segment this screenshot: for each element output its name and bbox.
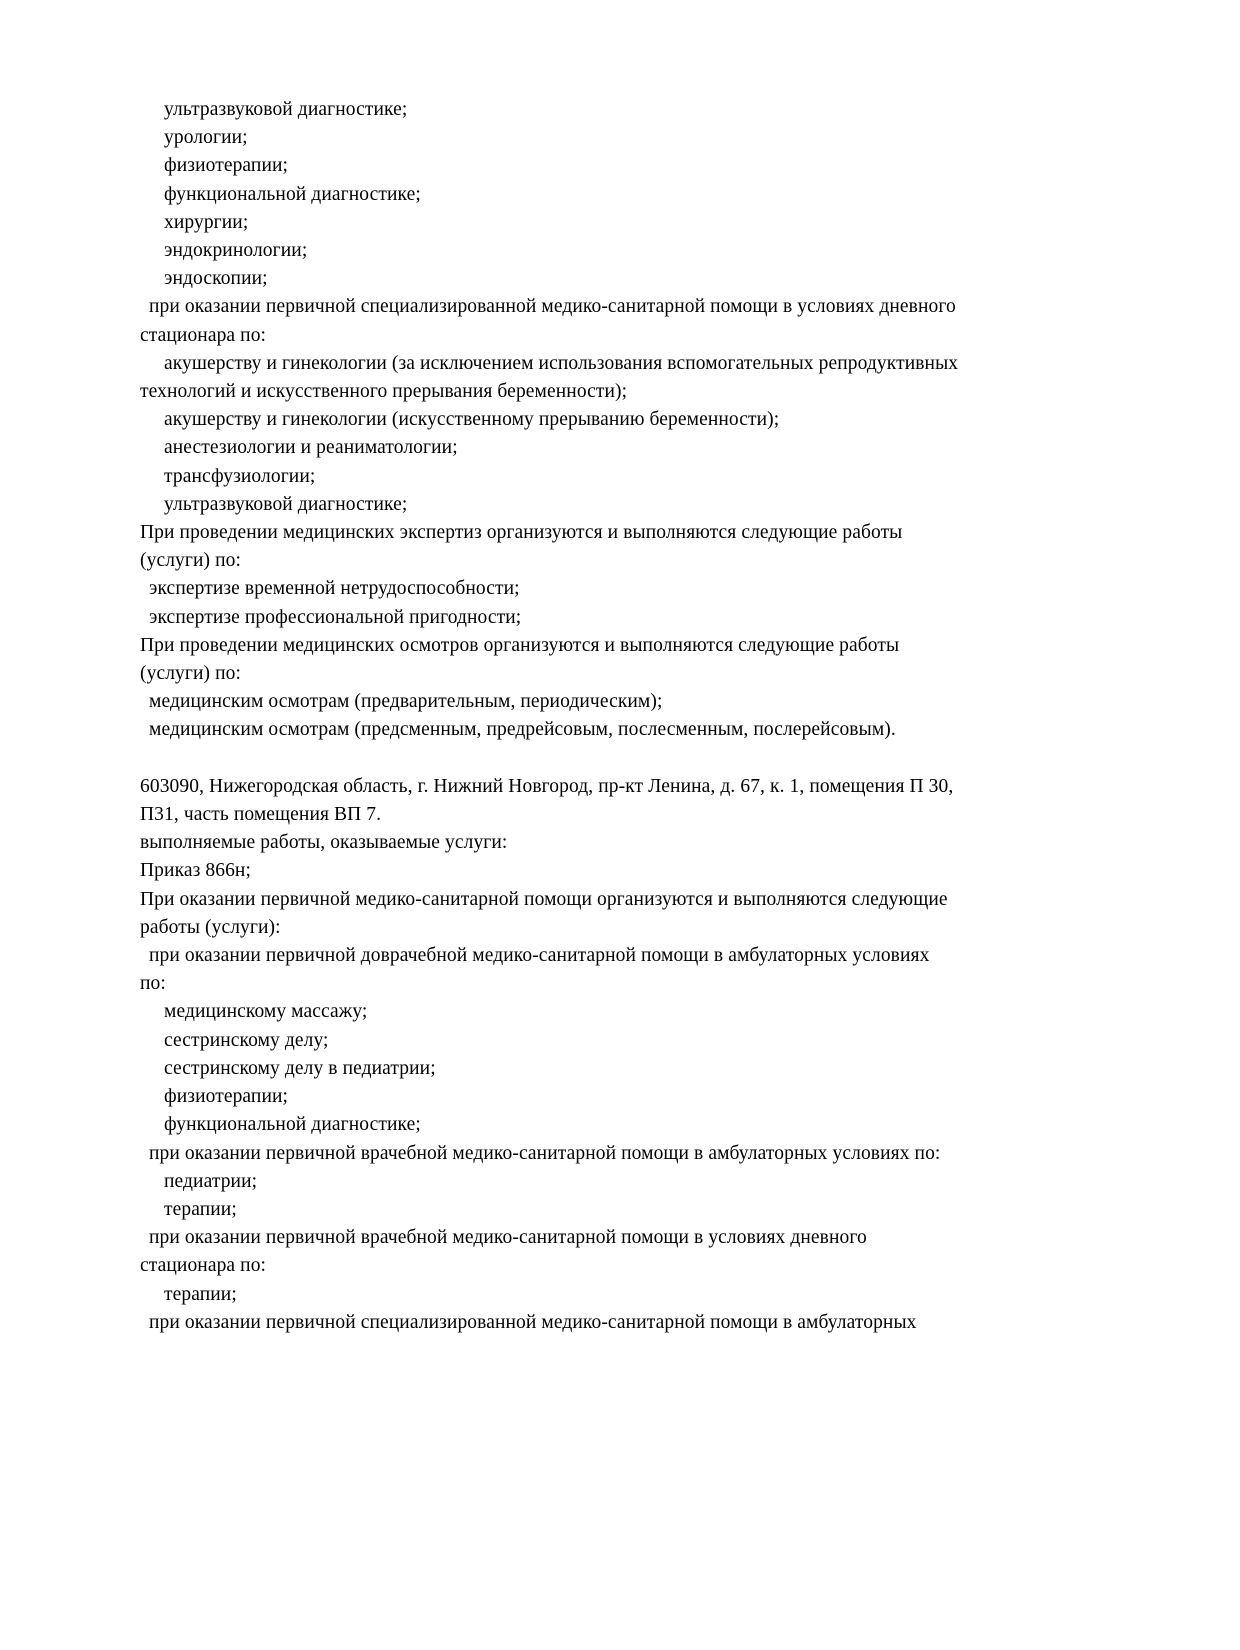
text-line: медицинским осмотрам (предсменным, предрейсовым, послесменным, послерейсовым). — [149, 719, 896, 741]
text-line: выполняемые работы, оказываемые услуги: — [140, 832, 508, 854]
text-line: стационара по: — [140, 324, 267, 346]
text-line: При проведении медицинских экспертиз организуются и выполняются следующие работы — [140, 522, 903, 544]
text-line: акушерству и гинекологии (искусственному прерыванию беременности); — [164, 409, 780, 431]
text-line: физиотерапии; — [164, 1086, 289, 1108]
text-line: стационара по: — [140, 1255, 267, 1277]
text-line: эндоскопии; — [164, 268, 268, 290]
text-line: урологии; — [164, 127, 248, 149]
text-line: по: — [140, 973, 166, 995]
text-line: ультразвуковой диагностике; — [164, 493, 408, 515]
document-text — [140, 96, 1145, 1337]
text-line: экспертизе профессиональной пригодности; — [149, 606, 522, 628]
text-line: при оказании первичной доврачебной медико-санитарной помощи в амбулаторных условиях — [149, 945, 930, 967]
text-line: П31, часть помещения ВП 7. — [140, 804, 382, 826]
text-line — [140, 745, 1145, 773]
text-line: экспертизе временной нетрудоспособности; — [149, 578, 520, 600]
text-line: 603090, Нижегородская область, г. Нижний Новгород, пр-кт Ленина, д. 67, к. 1, помещения П 30, — [140, 775, 954, 797]
text-line: функциональной диагностике; — [164, 1114, 421, 1136]
text-line: сестринскому делу; — [164, 1029, 329, 1051]
text-line: трансфузиологии; — [164, 465, 316, 487]
text-line: терапии; — [164, 1198, 237, 1220]
text-line: технологий и искусственного прерывания беременности); — [140, 381, 628, 403]
text-line: анестезиологии и реаниматологии; — [164, 437, 458, 459]
text-line: хирургии; — [164, 211, 249, 233]
text-line: Приказ 866н; — [140, 860, 251, 882]
text-line: физиотерапии; — [164, 155, 289, 177]
text-line: при оказании первичной врачебной медико-санитарной помощи в амбулаторных условиях по: — [149, 1142, 941, 1164]
text-line: ультразвуковой диагностике; — [164, 99, 408, 120]
text-line: При оказании первичной медико-санитарной помощи организуются и выполняются следующие — [140, 888, 948, 910]
text-line: медицинскому массажу; — [164, 1001, 368, 1023]
text-line: При проведении медицинских осмотров организуются и выполняются следующие работы — [140, 634, 900, 656]
text-line: (услуги) по: — [140, 550, 241, 572]
text-line: медицинским осмотрам (предварительным, периодическим); — [149, 691, 663, 713]
text-line: при оказании первичной специализированной медико-санитарной помощи в условиях дневного — [149, 296, 956, 318]
text-line: педиатрии; — [164, 1170, 258, 1192]
text-line: функциональной диагностике; — [164, 183, 421, 205]
text-line: акушерству и гинекологии (за исключением использования вспомогательных репродуктивных — [164, 352, 959, 374]
text-line: сестринскому делу в педиатрии; — [164, 1057, 436, 1079]
text-line: при оказании первичной специализированной медико-санитарной помощи в амбулаторных — [149, 1311, 917, 1333]
text-line: работы (услуги): — [140, 916, 281, 938]
text-line: терапии; — [164, 1283, 237, 1305]
text-line: эндокринологии; — [164, 240, 308, 262]
text-line: (услуги) по: — [140, 663, 241, 685]
text-line: при оказании первичной врачебной медико-санитарной помощи в условиях дневного — [149, 1227, 867, 1249]
